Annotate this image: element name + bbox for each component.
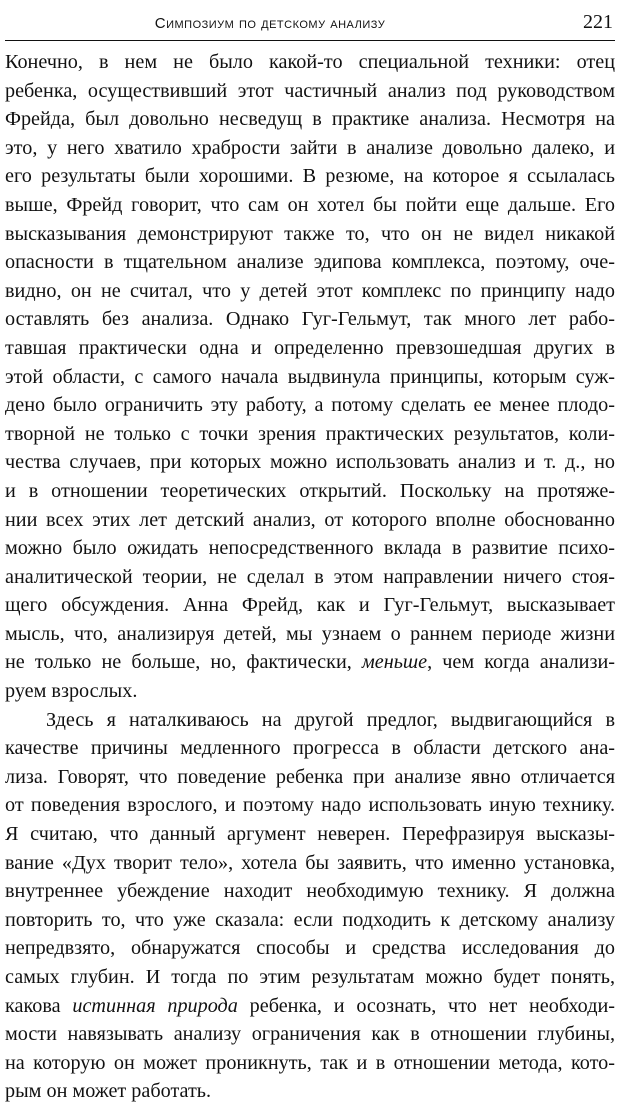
body-text [5,48,615,1106]
text-line: можно было ожидать непосредственного вклада в развитие психо- [5,537,615,560]
text-line: творной не только с точки зрения практических результатов, коли- [5,422,615,445]
text-line: тавшая практически одна и определенно превзошедшая других в [5,336,615,359]
text-run: не только не больше, но, фактически, [5,651,362,674]
text-line: чества случаев, при которых можно использовать анализ и т. д., но [5,451,615,474]
header-rule [5,40,615,41]
text-line: дено было ограничить эту работу, а потому сделать ее менее плодо- [5,394,615,417]
running-head [5,0,615,38]
text-line: Конечно, в нем не было какой-то специальной техники: отец [5,51,615,73]
text-line: рым он может работать. [5,1080,212,1103]
text-run: ребенка, и осознать, что нет необходи- [237,994,615,1017]
text-line: и в отношении теоретических открытий. Поскольку на протяже- [5,479,615,502]
text-line: опасности в тщательном анализе эдипова комплекса, поэтому, оче- [5,251,615,274]
text-line: лиза. Говорят, что поведение ребенка при анализе явно отличается [5,765,615,788]
text-line: вание «Дух творит тело», хотела бы заявить, что именно установка, [5,851,615,874]
text-line: мости навязывать анализу ограничения как в отношении глубины, [5,1023,615,1046]
paragraph-1 [5,48,615,706]
text-line: Фрейда, был довольно несведущ в практике анализа. Несмотря на [5,108,615,131]
text-line: это, у него хватило храбрости зайти в анализе довольно далеко, и [5,136,615,159]
text-line: щего обсуждения. Анна Фрейд, как и Гуг-Гельмут, высказывает [5,594,615,617]
text-line: непредвзято, обнаружатся способы и средства исследования до [5,937,615,960]
text-line [5,992,615,1021]
paragraph-2 [5,706,615,1106]
text-line [5,648,615,677]
text-run: какова [5,994,73,1017]
text-line: внутреннее убеждение находит необходимую технику. Я должна [5,880,615,903]
text-line: качестве причины медленного прогресса в области детского ана- [5,737,615,760]
text-line: на которую он может проникнуть, так и в отношении метода, кото- [5,1051,615,1074]
running-title: Симпозиум по детскому анализу [154,15,386,32]
text-line: нии всех этих лет детский анализ, от которого вполне обоснованно [5,508,615,531]
text-line: аналитической теории, не сделал в этом направлении ничего стоя- [5,565,615,588]
text-line: оставлять без анализа. Однако Гуг-Гельмут, так много лет рабо- [5,308,615,331]
text-line: мысль, что, анализируя детей, мы узнаем о раннем периоде жизни [5,622,615,645]
text-run: , чем когда анализи- [427,651,615,674]
text-line: Здесь я наталкиваюсь на другой предлог, выдвигающийся в [46,708,615,731]
text-line: ребенка, осуществивший этот частичный анализ под руководством [5,79,615,102]
text-line: Я считаю, что данный аргумент неверен. Перефразируя высказы- [5,823,615,846]
emphasis-phrase: истинная природа [72,994,238,1017]
text-line: этой области, с самого начала выдвинула принципы, которым суж- [5,365,615,388]
text-line: высказывания демонстрируют также то, что он не видел никакой [5,222,615,245]
text-line: видно, он не считал, что у детей этот комплекс по принципу надо [5,279,615,302]
text-line: руем взрослых. [5,680,138,703]
emphasis-word: меньше [361,651,428,674]
text-line: его результаты были хорошими. В резюме, на которое я ссылалась [5,165,615,188]
text-line: самых глубин. И тогда по этим результатам можно будет понять, [5,966,615,988]
text-line: выше, Фрейд говорит, что сам он хотел бы пойти еще дальше. Его [5,193,615,216]
text-line: от поведения взрослого, и поэтому надо использовать иную технику. [5,794,615,817]
page-number: 221 [583,11,613,33]
text-line: повторить то, что уже сказала: если подходить к детскому анализу [5,908,615,931]
